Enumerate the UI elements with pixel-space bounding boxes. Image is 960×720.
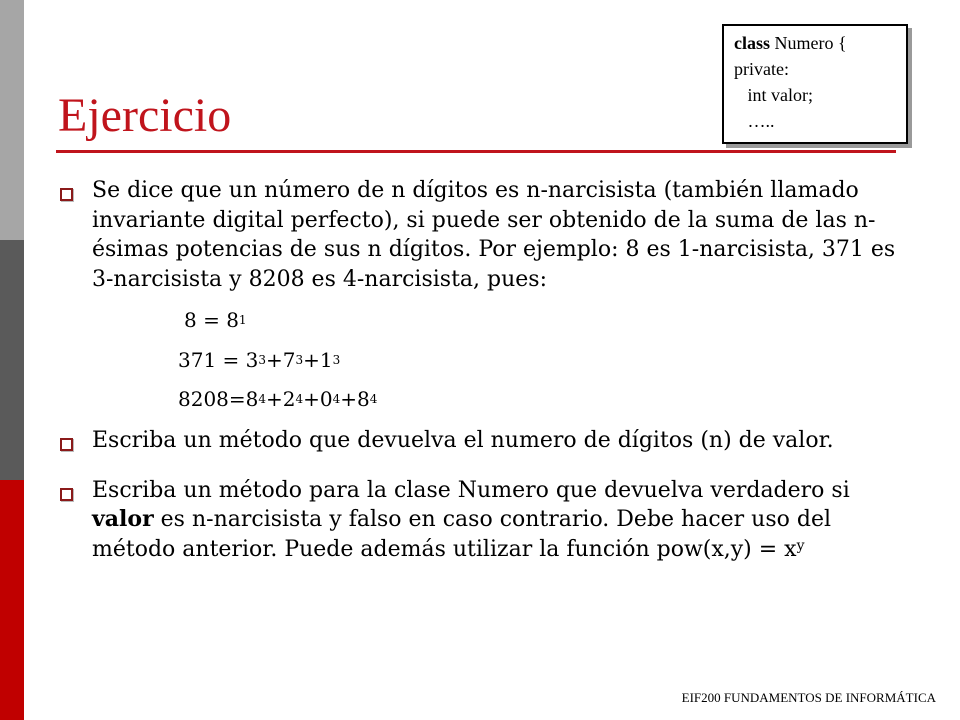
formula-3-t2: +2 xyxy=(266,387,296,411)
code-line-1-rest: Numero { xyxy=(770,33,847,53)
formula-3 xyxy=(92,387,898,414)
formula-3-e4: 4 xyxy=(369,392,378,406)
bullet-count-digits xyxy=(58,426,898,456)
code-box xyxy=(722,24,908,144)
bullet-3-exp: y xyxy=(796,537,805,554)
left-sidebar-bar xyxy=(0,0,24,720)
code-keyword: class xyxy=(734,33,770,53)
footer-course: EIF200 FUNDAMENTOS DE INFORMÁTICA xyxy=(681,690,936,705)
code-line-2: private: xyxy=(734,59,789,79)
bullet-narcissist-method xyxy=(58,476,898,568)
formula-2-e1: 3 xyxy=(258,353,267,367)
bullet-square-icon xyxy=(60,488,73,501)
bullet-square-icon xyxy=(60,438,73,451)
bullet-definition-text: Se dice que un número de n dígitos es n-narcisista (también llamado invariante digital perfecto), si puede ser obtenido de la suma de las n-ésimas potencias de sus n dígitos. Por ejemplo: 8 es 1-narcisista, 371 es 3-narcisista y 8208 es 4-narcisista, pues: xyxy=(92,178,896,292)
formula-2-lhs: 371 = xyxy=(178,348,246,372)
bullet-square-icon xyxy=(60,188,73,201)
bullet-3-bold: valor xyxy=(92,506,154,532)
formula-3-t4: +8 xyxy=(340,387,370,411)
title-underline xyxy=(56,150,896,153)
bullet-3-post: es n-narcisista y falso en caso contrario. Debe hacer uso del método anterior. Puede además utilizar la función pow(x,y) = x xyxy=(92,507,832,562)
formula-3-e2: 4 xyxy=(295,392,304,406)
formula-2-e2: 3 xyxy=(295,353,304,367)
code-line-4: ….. xyxy=(734,111,775,131)
formula-2-t3: +1 xyxy=(303,348,333,372)
sidebar-segment-middle xyxy=(0,240,24,480)
formula-2-t2: +7 xyxy=(266,348,296,372)
formula-2 xyxy=(92,348,898,375)
bullet-3-pre: Escriba un método para la clase Numero que devuelva verdadero si xyxy=(92,477,850,503)
bullet-list xyxy=(58,176,898,567)
code-line-1 xyxy=(734,30,906,56)
formula-3-e1: 4 xyxy=(258,392,267,406)
formula-3-lhs: 8208= xyxy=(178,387,246,411)
formula-3-t1: 8 xyxy=(245,387,259,411)
formula-1-base: 8 = 8 xyxy=(184,308,239,332)
formula-1 xyxy=(92,308,898,335)
sidebar-segment-top xyxy=(0,0,24,240)
formula-3-e3: 4 xyxy=(332,392,341,406)
sidebar-segment-bottom xyxy=(0,480,24,720)
formula-2-e3: 3 xyxy=(332,353,341,367)
formula-3-t3: +0 xyxy=(303,387,333,411)
formula-1-exp: 1 xyxy=(238,313,247,327)
formula-2-t1: 3 xyxy=(245,348,259,372)
bullet-definition xyxy=(58,176,898,414)
code-line-3: int valor; xyxy=(734,85,813,105)
bullet-count-digits-text: Escriba un método que devuelva el numero de dígitos (n) de valor. xyxy=(92,428,834,453)
slide-title: Ejercicio xyxy=(58,89,232,142)
